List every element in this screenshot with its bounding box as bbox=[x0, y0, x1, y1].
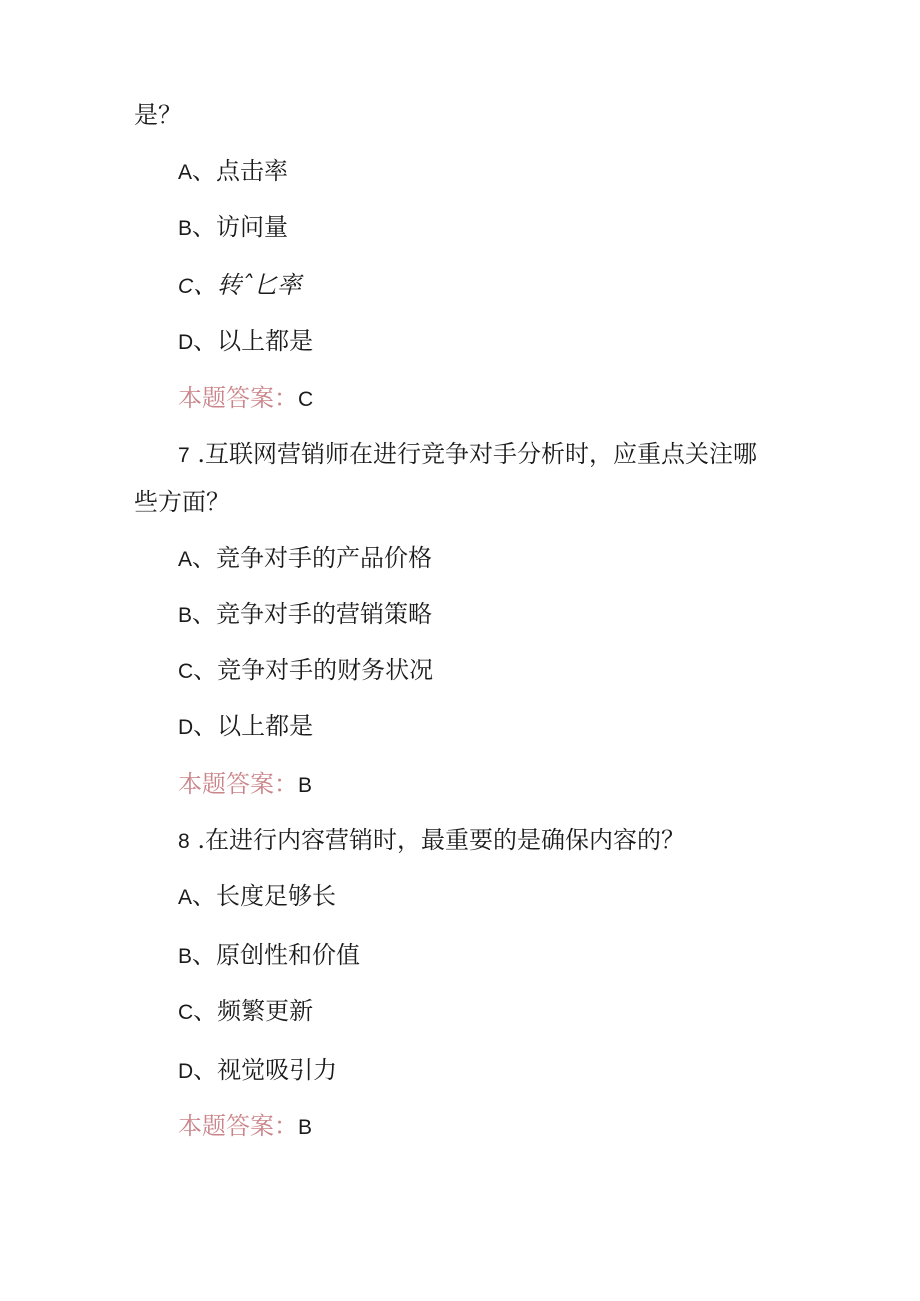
answer-value: B bbox=[298, 1116, 313, 1139]
option-text: 原创性和价值 bbox=[216, 941, 361, 969]
option-letter: A bbox=[178, 886, 193, 909]
q6-answer bbox=[178, 383, 313, 415]
option-separator: 、 bbox=[193, 271, 218, 299]
option-separator: 、 bbox=[193, 712, 218, 740]
q8-option-a bbox=[178, 881, 336, 913]
option-text: 点击率 bbox=[216, 157, 289, 185]
question-text: .在进行内容营销时，最重要的是确保内容的？ bbox=[197, 826, 685, 854]
q6-option-a bbox=[178, 156, 288, 188]
q8-option-d bbox=[178, 1055, 337, 1087]
option-separator: 、 bbox=[192, 157, 217, 185]
option-letter: C bbox=[178, 275, 194, 298]
q7-option-a bbox=[178, 543, 432, 575]
option-text: 视觉吸引力 bbox=[217, 1056, 338, 1084]
answer-label: 本题答案： bbox=[178, 1112, 298, 1140]
option-letter: C bbox=[178, 660, 194, 683]
q8-option-b bbox=[178, 940, 360, 972]
option-separator: 、 bbox=[193, 997, 218, 1025]
option-letter: D bbox=[178, 1060, 194, 1083]
option-text: 以上都是 bbox=[217, 327, 314, 355]
q7-option-b bbox=[178, 599, 432, 631]
option-separator: 、 bbox=[193, 656, 218, 684]
answer-value: B bbox=[298, 774, 313, 797]
q7-option-c bbox=[178, 655, 433, 687]
option-separator: 、 bbox=[192, 600, 217, 628]
option-text: 竞争对手的营销策略 bbox=[216, 600, 433, 628]
option-separator: 、 bbox=[192, 941, 217, 969]
answer-label: 本题答案： bbox=[178, 384, 298, 412]
option-letter: D bbox=[178, 716, 194, 739]
q7-answer bbox=[178, 769, 312, 801]
option-text: 以上都是 bbox=[217, 712, 314, 740]
q6-option-c bbox=[178, 270, 301, 302]
option-separator: 、 bbox=[192, 882, 217, 910]
answer-label: 本题答案： bbox=[178, 770, 298, 798]
option-separator: 、 bbox=[193, 1056, 218, 1084]
option-text: 频繁更新 bbox=[217, 997, 314, 1025]
option-letter: B bbox=[178, 604, 193, 627]
q8-option-c bbox=[178, 996, 313, 1028]
question-8-stem bbox=[178, 825, 685, 857]
option-letter: A bbox=[178, 548, 193, 571]
option-separator: 、 bbox=[193, 327, 218, 355]
option-text: 转ˆ匕率 bbox=[217, 271, 302, 299]
q6-option-d bbox=[178, 326, 313, 358]
q6-option-b bbox=[178, 212, 288, 244]
question-number: 7 bbox=[178, 444, 190, 467]
option-text: 长度足够长 bbox=[216, 882, 337, 910]
option-separator: 、 bbox=[192, 213, 217, 241]
question-7-stem bbox=[178, 439, 757, 471]
q8-answer bbox=[178, 1111, 312, 1143]
option-letter: A bbox=[178, 161, 193, 184]
question-7-stem-line2: 些方面？ bbox=[134, 488, 230, 516]
option-text: 访问量 bbox=[216, 213, 289, 241]
option-letter: C bbox=[178, 1001, 194, 1024]
option-letter: B bbox=[178, 945, 193, 968]
question-6-stem-tail: 是？ bbox=[134, 101, 182, 129]
option-text: 竞争对手的产品价格 bbox=[216, 544, 433, 572]
option-text: 竞争对手的财务状况 bbox=[217, 656, 434, 684]
option-letter: B bbox=[178, 217, 193, 240]
option-letter: D bbox=[178, 331, 194, 354]
option-separator: 、 bbox=[192, 544, 217, 572]
question-number: 8 bbox=[178, 830, 190, 853]
question-text: .互联网营销师在进行竞争对手分析时，应重点关注哪 bbox=[197, 440, 757, 468]
q7-option-d bbox=[178, 711, 313, 743]
answer-value: C bbox=[298, 388, 314, 411]
